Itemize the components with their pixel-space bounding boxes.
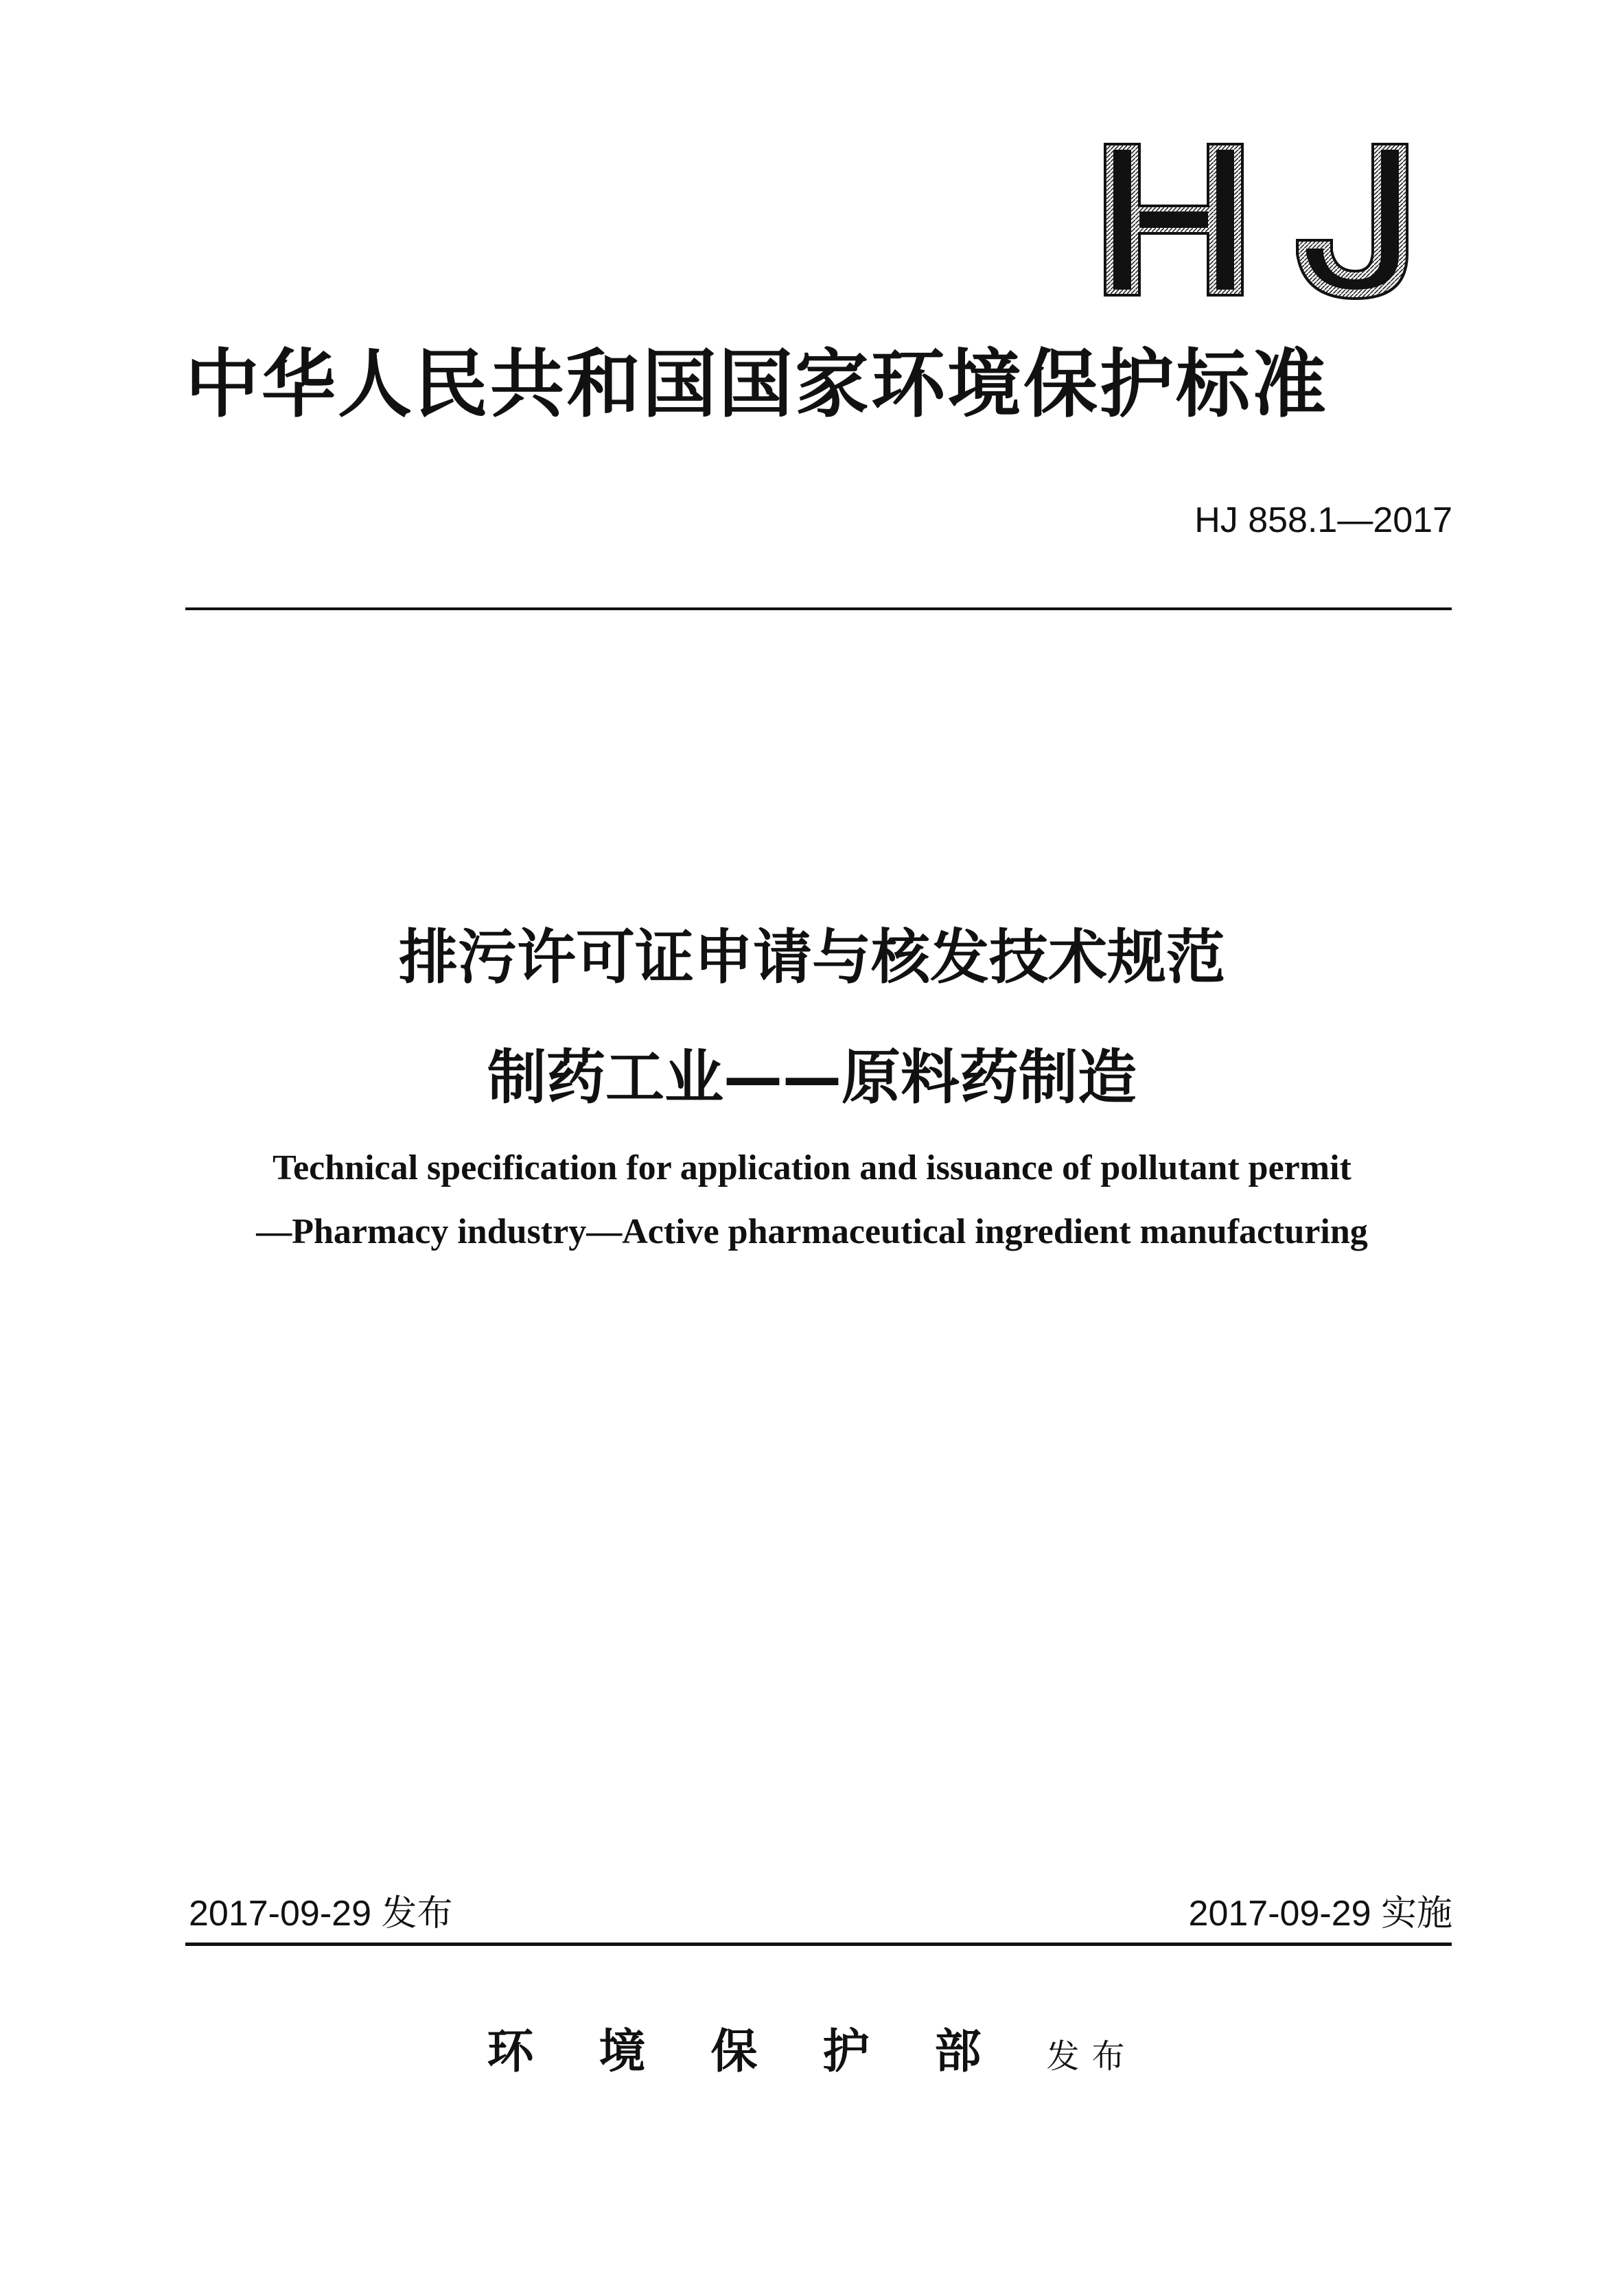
bottom-divider	[185, 1943, 1452, 1946]
title-cn-line1: 排污许可证申请与核发技术规范	[399, 923, 1225, 992]
title-cn-line2: 制药工业——原料药制造	[487, 1043, 1137, 1112]
standard-category: 中华人民共和国国家环境保护标准	[185, 341, 1329, 428]
title-en-line2: —Pharmacy industry—Active pharmaceutical ingredient manufacturing	[256, 1212, 1368, 1251]
implementation-date: 2017-09-29 实施	[1188, 1894, 1452, 1934]
standard-code: HJ 858.1—2017	[1194, 500, 1452, 540]
issue-date: 2017-09-29 发布	[189, 1894, 453, 1934]
issuer-name: 环境保护部	[487, 2024, 1047, 2079]
top-divider	[185, 607, 1452, 610]
issuer	[0, 2015, 1624, 2081]
issuer-suffix: 发布	[1046, 2037, 1137, 2076]
hj-logo	[1098, 137, 1428, 309]
title-en-line1: Technical specification for application and issuance of pollutant permit	[272, 1148, 1352, 1187]
